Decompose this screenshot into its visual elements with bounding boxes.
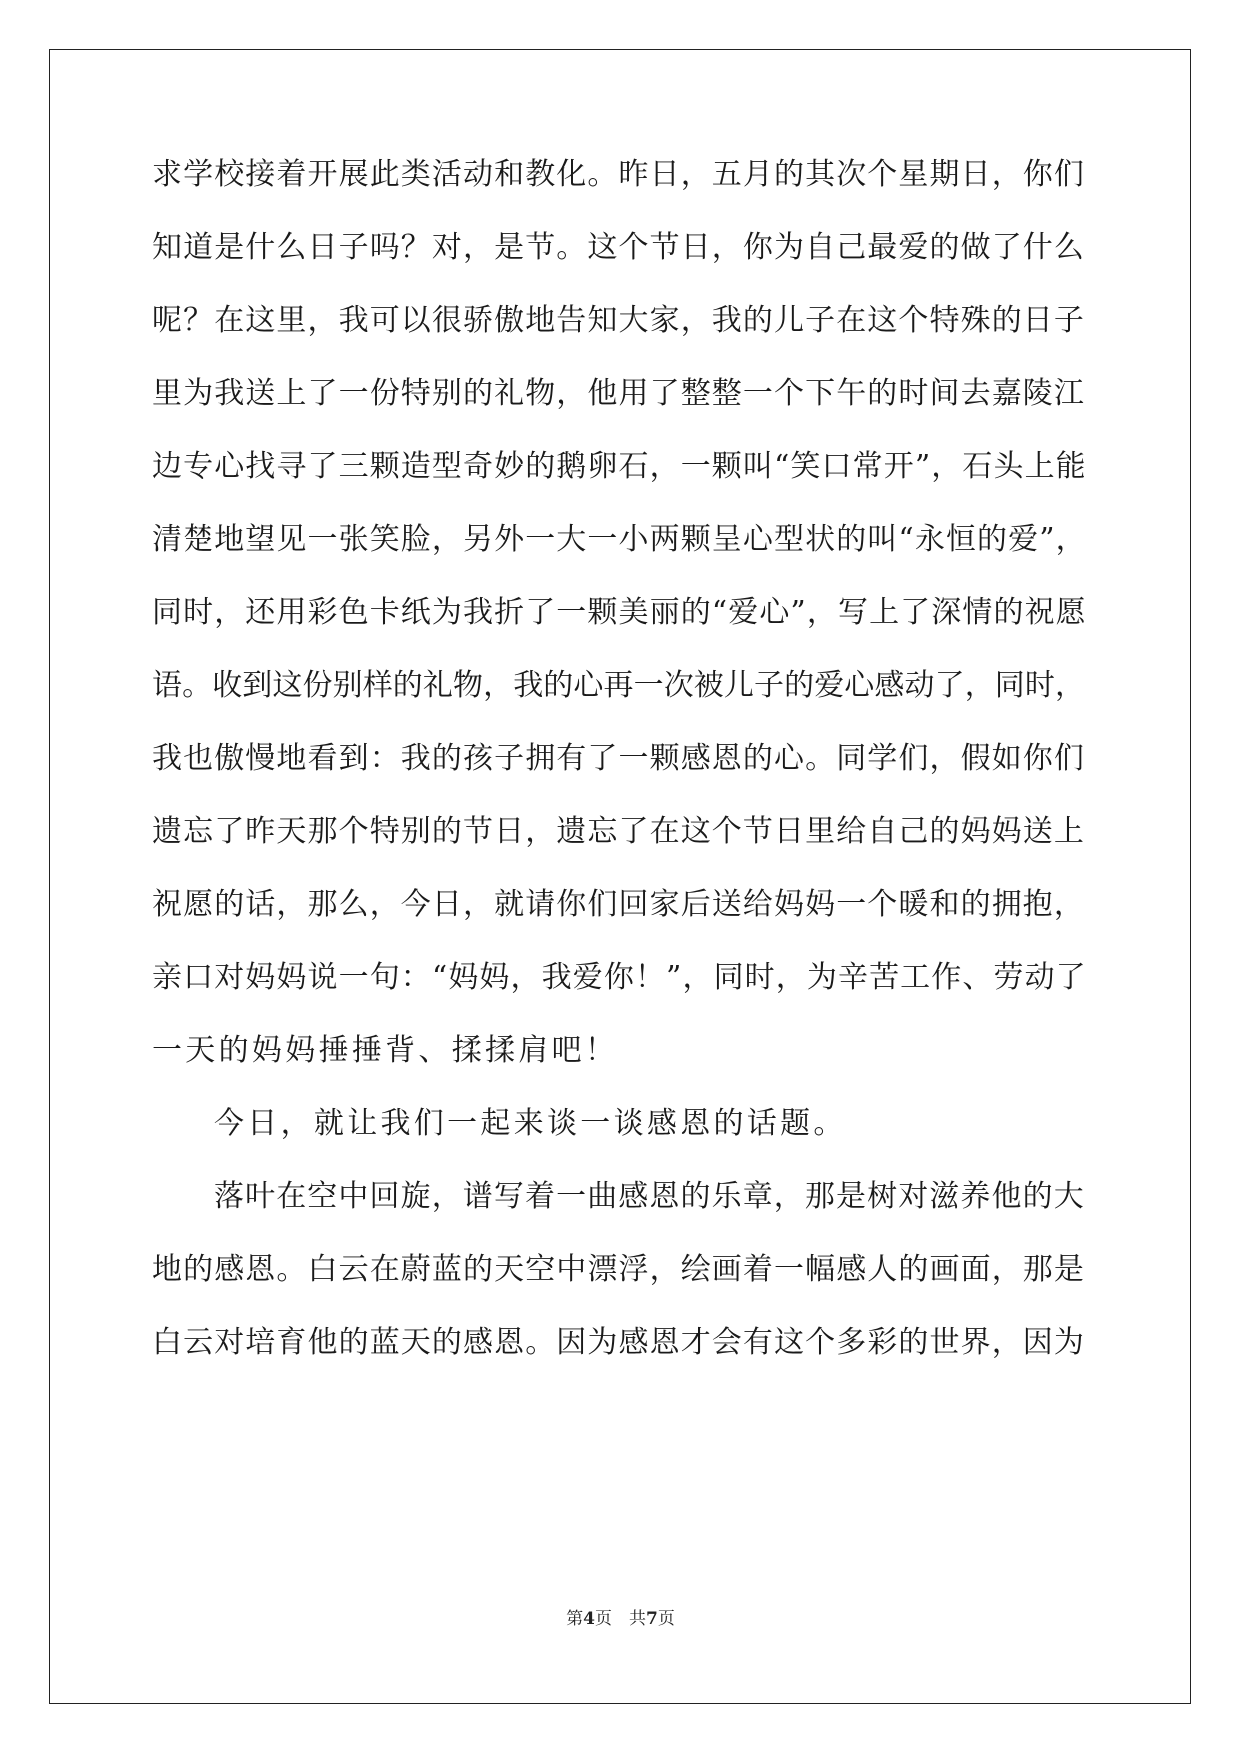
paragraph-line: 今日，就让我们一起来谈一谈感恩的话题。 — [214, 1106, 847, 1141]
page-border — [49, 49, 1191, 1704]
total-page-count: 7 — [646, 1609, 658, 1629]
text-line: 白云对培育他的蓝天的感恩。因为感恩才会有这个多彩的世界，因为 — [152, 1325, 1085, 1360]
text-line: 亲口对妈妈说一句：“妈妈，我爱你！”，同时，为辛苦工作、劳动了 — [152, 960, 1087, 995]
paragraph-line: 落叶在空中回旋，谱写着一曲感恩的乐章，那是树对滋养他的大 — [214, 1179, 1085, 1214]
text-line: 同时，还用彩色卡纸为我折了一颗美丽的“爱心”，写上了深情的祝愿 — [152, 595, 1087, 630]
text-line: 地的感恩。白云在蔚蓝的天空中漂浮，绘画着一幅感人的画面，那是 — [152, 1252, 1085, 1287]
footer-prefix: 第 — [566, 1609, 584, 1629]
footer-middle: 页 共 — [595, 1609, 646, 1629]
text-line: 一天的妈妈捶捶背、揉揉肩吧！ — [152, 1033, 619, 1068]
page-footer — [0, 1608, 1241, 1630]
footer-suffix: 页 — [657, 1609, 675, 1629]
text-line: 语。收到这份别样的礼物，我的心再一次被儿子的爱心感动了，同时， — [152, 668, 1086, 703]
text-line: 求学校接着开展此类活动和教化。昨日，五月的其次个星期日，你们 — [152, 157, 1085, 192]
text-line: 知道是什么日子吗？对，是节。这个节日，你为自己最爱的做了什么 — [152, 230, 1085, 265]
text-line: 里为我送上了一份特别的礼物，他用了整整一个下午的时间去嘉陵江 — [152, 376, 1085, 411]
text-line: 祝愿的话，那么，今日，就请你们回家后送给妈妈一个暖和的拥抱， — [152, 887, 1085, 922]
text-line: 我也傲慢地看到：我的孩子拥有了一颗感恩的心。同学们，假如你们 — [152, 741, 1085, 776]
text-line: 清楚地望见一张笑脸，另外一大一小两颗呈心型状的叫“永恒的爱”， — [152, 522, 1087, 557]
text-line: 呢？在这里，我可以很骄傲地告知大家，我的儿子在这个特殊的日子 — [152, 303, 1085, 338]
current-page-number: 4 — [583, 1609, 595, 1629]
text-line: 边专心找寻了三颗造型奇妙的鹅卵石，一颗叫“笑口常开”，石头上能 — [152, 449, 1087, 484]
text-line: 遗忘了昨天那个特别的节日，遗忘了在这个节日里给自己的妈妈送上 — [152, 814, 1085, 849]
